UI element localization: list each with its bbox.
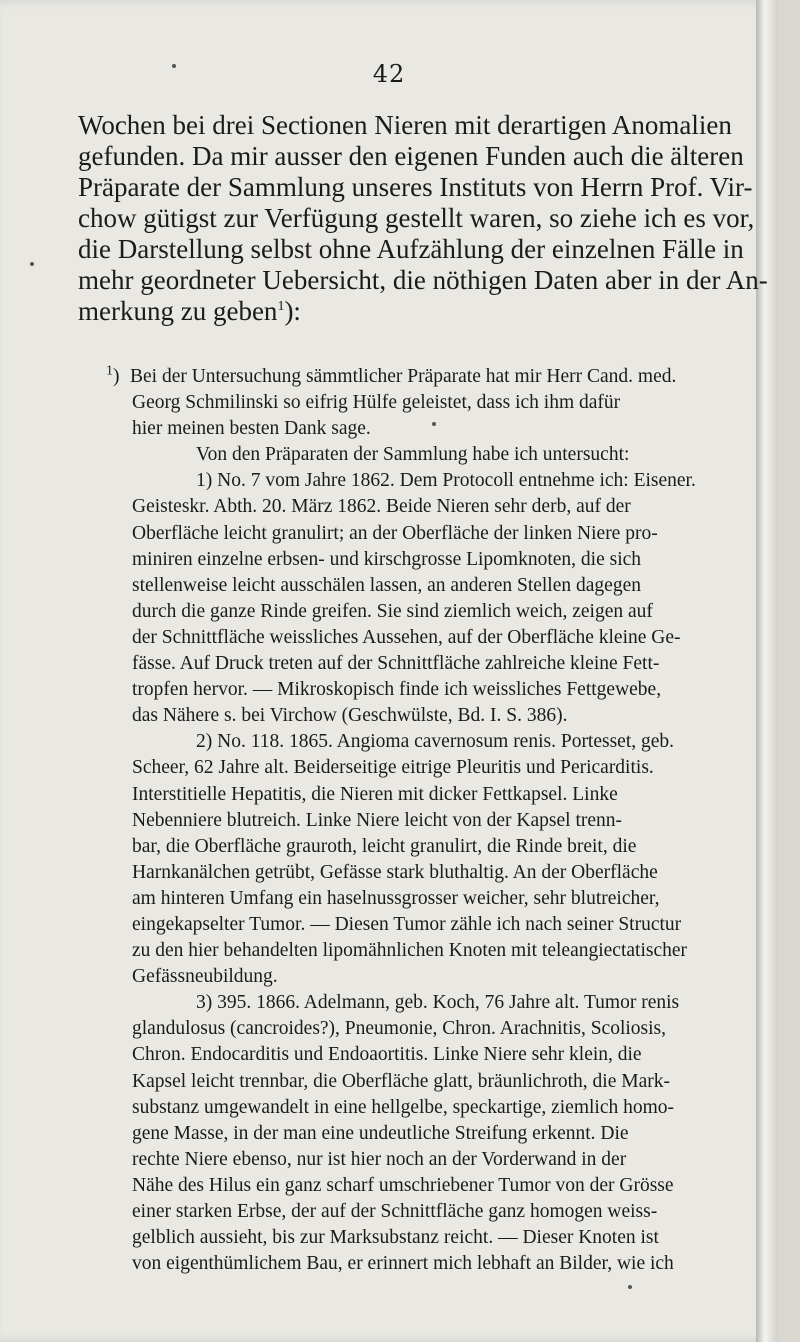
case-line: am hinteren Umfang ein haselnussgrosser weicher, sehr blutreicher, (132, 887, 660, 909)
case-line: 2) No. 118. 1865. Angioma cavernosum renis. Portesset, geb. (196, 731, 675, 753)
case-line: rechte Niere ebenso, nur ist hier noch an der Vorderwand in der (132, 1148, 627, 1170)
case-2 (132, 729, 776, 990)
case-line: durch die ganze Rinde greifen. Sie sind ziemlich weich, zeigen auf (132, 600, 653, 622)
body-line: Wochen bei drei Sectionen Nieren mit derartigen Anomalien (78, 110, 732, 140)
case-line: stellenweise leicht ausschälen lassen, an anderen Stellen dagegen (132, 574, 641, 596)
case-line: glandulosus (cancroides?), Pneumonie, Chron. Arachnitis, Scoliosis, (132, 1018, 667, 1040)
case-line: einer starken Erbse, der auf der Schnittfläche ganz homogen weiss- (132, 1201, 658, 1222)
case-3 (132, 990, 776, 1277)
case-line: Gefässneubildung. (132, 966, 278, 988)
case-line: substanz umgewandelt in eine hellgelbe, speckartige, ziemlich homo- (132, 1096, 675, 1118)
case-line: Harnkanälchen getrübt, Gefässe stark bluthaltig. An der Oberfläche (132, 861, 658, 883)
case-line: Chron. Endocarditis und Endoaortitis. Linke Niere sehr klein, die (132, 1044, 642, 1066)
footnote-line: hier meinen besten Dank sage. (132, 418, 371, 440)
case-line: 1) No. 7 vom Jahre 1862. Dem Protocoll entnehme ich: Eisener. (196, 470, 696, 492)
footnote-first-line (106, 364, 776, 390)
body-line: die Darstellung selbst ohne Aufzählung der einzelnen Fälle in (78, 234, 744, 264)
case-line: Scheer, 62 Jahre alt. Beiderseitige eitrige Pleuritis und Pericarditis. (132, 757, 654, 779)
footnote-reference: 1 (277, 299, 285, 314)
case-line: gelblich aussieht, bis zur Marksubstanz reicht. — Dieser Knoten ist (132, 1227, 659, 1249)
print-speck (172, 64, 176, 68)
body-line: Präparate der Sammlung unseres Instituts von Herrn Prof. Vir- (78, 172, 753, 202)
case-line: Nebenniere blutreich. Linke Niere leicht von der Kapsel trenn- (132, 809, 623, 831)
case-line: Geisteskr. Abth. 20. März 1862. Beide Nieren sehr derb, auf der (132, 496, 631, 518)
body-line-last (78, 296, 768, 327)
case-1 (132, 468, 776, 729)
body-line: merkung zu geben (78, 296, 278, 326)
print-speck (432, 422, 436, 426)
footnote-marker-number: 1 (106, 363, 113, 379)
case-line: Interstitielle Hepatitis, die Nieren mit dicker Fettkapsel. Linke (132, 783, 618, 805)
body-end-punctuation: ): (284, 296, 301, 326)
case-line: Nähe des Hilus ein ganz scharf umschriebener Tumor von der Grösse (132, 1174, 674, 1196)
footnote-marker: $^1$) (106, 363, 120, 387)
case-line: der Schnittfläche weissliches Aussehen, auf der Oberfläche kleine Ge- (132, 626, 681, 648)
case-line: gene Masse, in der man eine undeutliche Streifung erkennt. Die (132, 1122, 629, 1144)
case-line: tropfen hervor. — Mikroskopisch finde ich weissliches Fettgewebe, (132, 679, 662, 701)
case-line: Kapsel leicht trennbar, die Oberfläche glatt, bräunlichroth, die Mark- (132, 1070, 670, 1092)
footnote-text (132, 390, 776, 1277)
case-line: Oberfläche leicht granulirt; an der Oberfläche der linken Niere pro- (132, 522, 658, 544)
case-line: 3) 395. 1866. Adelmann, geb. Koch, 76 Jahre alt. Tumor renis (196, 992, 680, 1014)
case-line: zu den hier behandelten lipomähnlichen Knoten mit teleangiectatischer (132, 940, 687, 962)
footnote-intro: Von den Präparaten der Sammlung habe ich untersucht: (196, 444, 630, 466)
case-line: miniren einzelne erbsen- und kirschgrosse Lipomknoten, die sich (132, 548, 642, 570)
page-number: 42 (372, 60, 406, 88)
print-speck (628, 1285, 632, 1289)
footnote-line: Georg Schmilinski so eifrig Hülfe geleistet, dass ich ihm dafür (132, 392, 621, 414)
main-paragraph (78, 110, 768, 327)
case-line: bar, die Oberfläche grauroth, leicht granulirt, die Rinde breit, die (132, 835, 637, 857)
case-line: das Nähere s. bei Virchow (Geschwülste, Bd. I. S. 386). (132, 705, 568, 727)
case-line: von eigenthümlichem Bau, er erinnert mich lebhaft an Bilder, wie ich (132, 1253, 674, 1275)
body-line: mehr geordneter Uebersicht, die nöthigen Daten aber in der An- (78, 265, 768, 295)
footnote-block (106, 364, 776, 1277)
body-line: gefunden. Da mir ausser den eigenen Funden auch die älteren (78, 141, 744, 171)
case-line: fässe. Auf Druck treten auf der Schnittfläche zahlreiche kleine Fett- (132, 653, 660, 675)
print-speck (30, 262, 34, 266)
footnote-line: Bei der Untersuchung sämmtlicher Präparate hat mir Herr Cand. med. (130, 366, 677, 387)
case-line: eingekapselter Tumor. — Diesen Tumor zähle ich nach seiner Structur (132, 913, 682, 935)
body-line: chow gütigst zur Verfügung gestellt waren, so ziehe ich es vor, (78, 203, 755, 233)
